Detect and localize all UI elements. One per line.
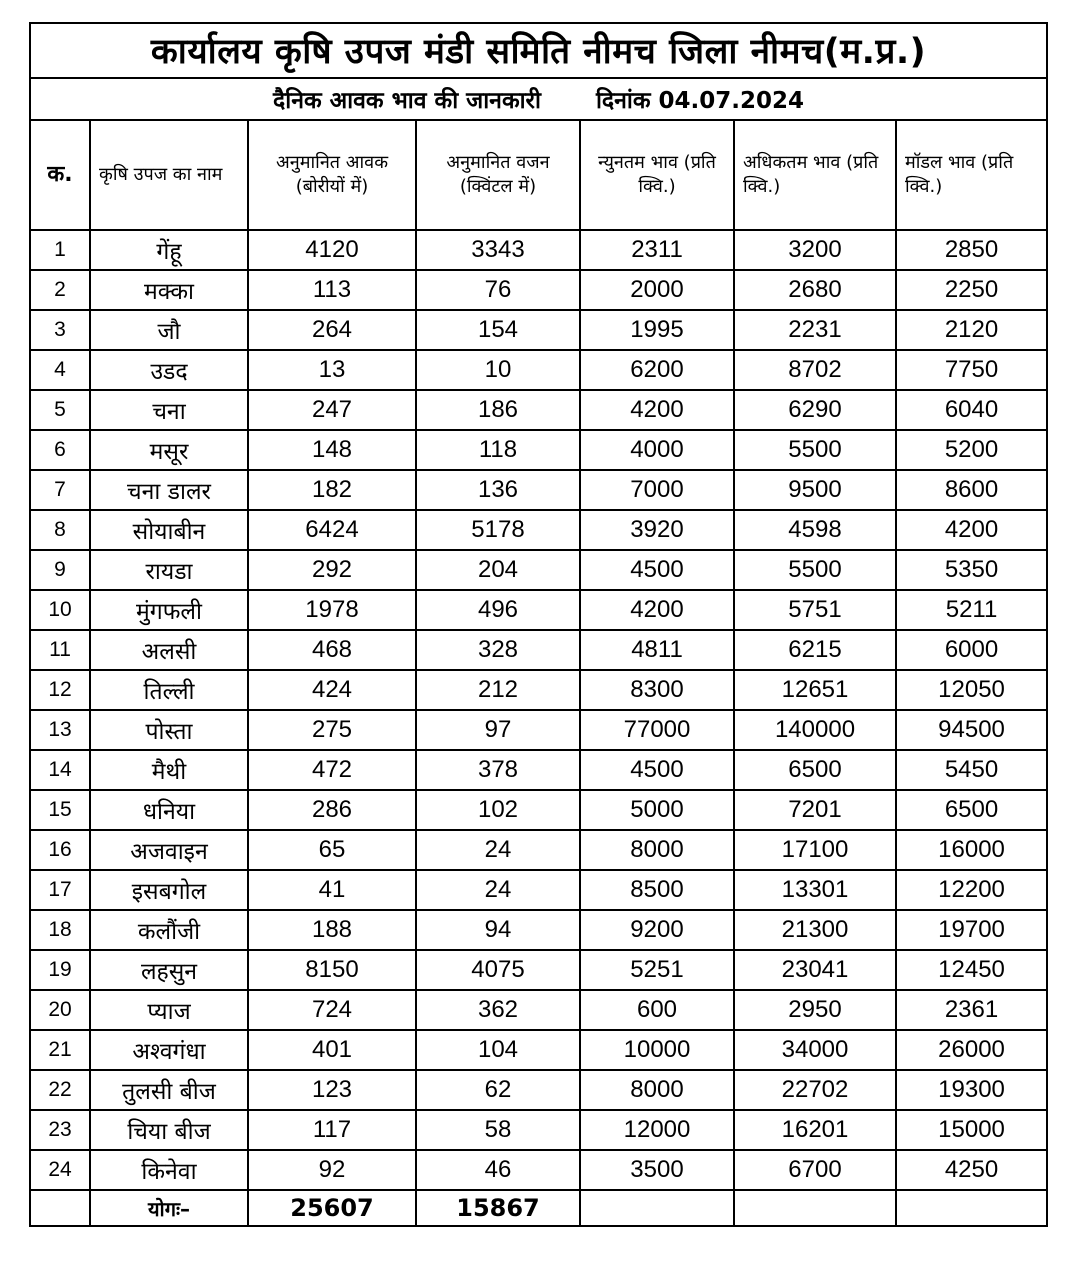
cell-min-price: 8300 xyxy=(580,670,734,710)
cell-crop-name: किनेवा xyxy=(90,1150,248,1190)
column-header-max-price: अधिकतम भाव (प्रति क्वि.) xyxy=(734,120,896,230)
cell-sr: 12 xyxy=(30,670,90,710)
totals-empty-cell xyxy=(30,1190,90,1226)
cell-sr: 14 xyxy=(30,750,90,790)
cell-min-price: 5251 xyxy=(580,950,734,990)
cell-weight: 94 xyxy=(416,910,580,950)
cell-arrival: 8150 xyxy=(248,950,416,990)
cell-modal-price: 4200 xyxy=(896,510,1047,550)
cell-crop-name: मुंगफली xyxy=(90,590,248,630)
market-price-table xyxy=(29,22,1048,1227)
cell-sr: 20 xyxy=(30,990,90,1030)
cell-arrival: 148 xyxy=(248,430,416,470)
cell-max-price: 2950 xyxy=(734,990,896,1030)
cell-max-price: 6215 xyxy=(734,630,896,670)
cell-crop-name: कलौंजी xyxy=(90,910,248,950)
cell-crop-name: धनिया xyxy=(90,790,248,830)
cell-modal-price: 16000 xyxy=(896,830,1047,870)
cell-arrival: 6424 xyxy=(248,510,416,550)
cell-weight: 102 xyxy=(416,790,580,830)
cell-crop-name: तिल्ली xyxy=(90,670,248,710)
cell-modal-price: 12200 xyxy=(896,870,1047,910)
cell-modal-price: 8600 xyxy=(896,470,1047,510)
cell-min-price: 8500 xyxy=(580,870,734,910)
cell-crop-name: अश्वगंधा xyxy=(90,1030,248,1070)
cell-sr: 3 xyxy=(30,310,90,350)
table-row xyxy=(30,710,1047,750)
cell-crop-name: उडद xyxy=(90,350,248,390)
cell-arrival: 468 xyxy=(248,630,416,670)
cell-crop-name: मक्का xyxy=(90,270,248,310)
cell-max-price: 2231 xyxy=(734,310,896,350)
cell-max-price: 6290 xyxy=(734,390,896,430)
cell-arrival: 188 xyxy=(248,910,416,950)
cell-arrival: 472 xyxy=(248,750,416,790)
cell-min-price: 4000 xyxy=(580,430,734,470)
cell-weight: 104 xyxy=(416,1030,580,1070)
cell-modal-price: 2120 xyxy=(896,310,1047,350)
page-title: कार्यालय कृषि उपज मंडी समिति नीमच जिला नीमच(म.प्र.) xyxy=(30,23,1047,78)
table-row xyxy=(30,470,1047,510)
cell-weight: 10 xyxy=(416,350,580,390)
cell-weight: 46 xyxy=(416,1150,580,1190)
totals-empty-cell xyxy=(896,1190,1047,1226)
cell-modal-price: 5450 xyxy=(896,750,1047,790)
cell-modal-price: 6000 xyxy=(896,630,1047,670)
table-row xyxy=(30,1150,1047,1190)
cell-modal-price: 4250 xyxy=(896,1150,1047,1190)
cell-modal-price: 2250 xyxy=(896,270,1047,310)
cell-sr: 4 xyxy=(30,350,90,390)
cell-arrival: 4120 xyxy=(248,230,416,270)
cell-weight: 3343 xyxy=(416,230,580,270)
cell-modal-price: 7750 xyxy=(896,350,1047,390)
report-date: दिनांक 04.07.2024 xyxy=(595,88,805,114)
cell-min-price: 7000 xyxy=(580,470,734,510)
cell-sr: 17 xyxy=(30,870,90,910)
cell-max-price: 17100 xyxy=(734,830,896,870)
column-header-min-price: न्युनतम भाव (प्रति क्वि.) xyxy=(580,120,734,230)
cell-arrival: 424 xyxy=(248,670,416,710)
cell-crop-name: मैथी xyxy=(90,750,248,790)
table-row xyxy=(30,390,1047,430)
cell-crop-name: लहसुन xyxy=(90,950,248,990)
cell-crop-name: चना xyxy=(90,390,248,430)
totals-label: योगः– xyxy=(90,1190,248,1226)
cell-arrival: 113 xyxy=(248,270,416,310)
cell-sr: 6 xyxy=(30,430,90,470)
cell-min-price: 8000 xyxy=(580,830,734,870)
cell-max-price: 4598 xyxy=(734,510,896,550)
cell-crop-name: अजवाइन xyxy=(90,830,248,870)
cell-max-price: 6700 xyxy=(734,1150,896,1190)
cell-weight: 24 xyxy=(416,870,580,910)
cell-max-price: 9500 xyxy=(734,470,896,510)
cell-weight: 204 xyxy=(416,550,580,590)
cell-min-price: 6200 xyxy=(580,350,734,390)
cell-sr: 13 xyxy=(30,710,90,750)
cell-max-price: 2680 xyxy=(734,270,896,310)
cell-sr: 9 xyxy=(30,550,90,590)
cell-arrival: 182 xyxy=(248,470,416,510)
cell-min-price: 8000 xyxy=(580,1070,734,1110)
cell-modal-price: 94500 xyxy=(896,710,1047,750)
table-row xyxy=(30,1070,1047,1110)
table-row xyxy=(30,510,1047,550)
cell-arrival: 401 xyxy=(248,1030,416,1070)
column-header-modal-price: मॉडल भाव (प्रति क्वि.) xyxy=(896,120,1047,230)
column-header-arrival: अनुमानित आवक (बोरीयों में) xyxy=(248,120,416,230)
cell-min-price: 2000 xyxy=(580,270,734,310)
cell-min-price: 5000 xyxy=(580,790,734,830)
cell-max-price: 7201 xyxy=(734,790,896,830)
cell-min-price: 1995 xyxy=(580,310,734,350)
cell-weight: 496 xyxy=(416,590,580,630)
cell-max-price: 6500 xyxy=(734,750,896,790)
market-report-sheet xyxy=(29,22,1046,1227)
cell-min-price: 600 xyxy=(580,990,734,1030)
cell-arrival: 41 xyxy=(248,870,416,910)
cell-sr: 19 xyxy=(30,950,90,990)
cell-sr: 15 xyxy=(30,790,90,830)
cell-min-price: 9200 xyxy=(580,910,734,950)
cell-crop-name: रायडा xyxy=(90,550,248,590)
subtitle-text: दैनिक आवक भाव की जानकारी xyxy=(273,88,541,114)
cell-min-price: 4500 xyxy=(580,750,734,790)
table-row xyxy=(30,270,1047,310)
cell-arrival: 13 xyxy=(248,350,416,390)
table-row xyxy=(30,230,1047,270)
table-row xyxy=(30,350,1047,390)
column-header-name: कृषि उपज का नाम xyxy=(90,120,248,230)
cell-modal-price: 19700 xyxy=(896,910,1047,950)
table-row xyxy=(30,990,1047,1030)
cell-modal-price: 5350 xyxy=(896,550,1047,590)
cell-max-price: 5500 xyxy=(734,430,896,470)
cell-arrival: 123 xyxy=(248,1070,416,1110)
totals-row xyxy=(30,1190,1047,1226)
cell-modal-price: 6040 xyxy=(896,390,1047,430)
cell-arrival: 65 xyxy=(248,830,416,870)
cell-crop-name: चना डालर xyxy=(90,470,248,510)
cell-crop-name: तुलसी बीज xyxy=(90,1070,248,1110)
cell-arrival: 247 xyxy=(248,390,416,430)
table-row xyxy=(30,670,1047,710)
cell-arrival: 264 xyxy=(248,310,416,350)
cell-modal-price: 5211 xyxy=(896,590,1047,630)
cell-sr: 10 xyxy=(30,590,90,630)
cell-sr: 2 xyxy=(30,270,90,310)
cell-min-price: 12000 xyxy=(580,1110,734,1150)
cell-crop-name: चिया बीज xyxy=(90,1110,248,1150)
cell-weight: 136 xyxy=(416,470,580,510)
cell-arrival: 1978 xyxy=(248,590,416,630)
table-row xyxy=(30,590,1047,630)
cell-weight: 118 xyxy=(416,430,580,470)
cell-sr: 1 xyxy=(30,230,90,270)
cell-arrival: 286 xyxy=(248,790,416,830)
cell-sr: 23 xyxy=(30,1110,90,1150)
cell-modal-price: 26000 xyxy=(896,1030,1047,1070)
cell-min-price: 4500 xyxy=(580,550,734,590)
cell-modal-price: 12050 xyxy=(896,670,1047,710)
cell-weight: 362 xyxy=(416,990,580,1030)
cell-crop-name: पोस्ता xyxy=(90,710,248,750)
cell-sr: 5 xyxy=(30,390,90,430)
cell-min-price: 77000 xyxy=(580,710,734,750)
cell-max-price: 34000 xyxy=(734,1030,896,1070)
cell-max-price: 21300 xyxy=(734,910,896,950)
cell-crop-name: इसबगोल xyxy=(90,870,248,910)
cell-modal-price: 19300 xyxy=(896,1070,1047,1110)
cell-max-price: 5751 xyxy=(734,590,896,630)
table-row xyxy=(30,310,1047,350)
cell-sr: 18 xyxy=(30,910,90,950)
cell-sr: 16 xyxy=(30,830,90,870)
cell-weight: 58 xyxy=(416,1110,580,1150)
cell-min-price: 4200 xyxy=(580,590,734,630)
table-body xyxy=(30,230,1047,1190)
cell-max-price: 5500 xyxy=(734,550,896,590)
totals-empty-cell xyxy=(734,1190,896,1226)
cell-sr: 7 xyxy=(30,470,90,510)
cell-weight: 62 xyxy=(416,1070,580,1110)
cell-min-price: 3500 xyxy=(580,1150,734,1190)
cell-arrival: 275 xyxy=(248,710,416,750)
cell-crop-name: प्याज xyxy=(90,990,248,1030)
table-row xyxy=(30,830,1047,870)
cell-crop-name: अलसी xyxy=(90,630,248,670)
cell-max-price: 8702 xyxy=(734,350,896,390)
table-row xyxy=(30,1110,1047,1150)
cell-weight: 97 xyxy=(416,710,580,750)
column-header-sr: क. xyxy=(30,120,90,230)
cell-arrival: 724 xyxy=(248,990,416,1030)
cell-modal-price: 2850 xyxy=(896,230,1047,270)
report-subtitle xyxy=(30,78,1047,120)
cell-weight: 76 xyxy=(416,270,580,310)
cell-crop-name: मसूर xyxy=(90,430,248,470)
cell-max-price: 16201 xyxy=(734,1110,896,1150)
cell-max-price: 23041 xyxy=(734,950,896,990)
cell-max-price: 22702 xyxy=(734,1070,896,1110)
cell-weight: 328 xyxy=(416,630,580,670)
cell-weight: 378 xyxy=(416,750,580,790)
cell-weight: 212 xyxy=(416,670,580,710)
cell-arrival: 292 xyxy=(248,550,416,590)
cell-modal-price: 5200 xyxy=(896,430,1047,470)
cell-min-price: 4200 xyxy=(580,390,734,430)
cell-modal-price: 6500 xyxy=(896,790,1047,830)
table-row xyxy=(30,790,1047,830)
total-arrival: 25607 xyxy=(248,1190,416,1226)
table-row xyxy=(30,550,1047,590)
cell-crop-name: सोयाबीन xyxy=(90,510,248,550)
cell-weight: 154 xyxy=(416,310,580,350)
cell-weight: 4075 xyxy=(416,950,580,990)
cell-arrival: 117 xyxy=(248,1110,416,1150)
cell-crop-name: जौ xyxy=(90,310,248,350)
cell-arrival: 92 xyxy=(248,1150,416,1190)
total-weight: 15867 xyxy=(416,1190,580,1226)
cell-min-price: 10000 xyxy=(580,1030,734,1070)
table-row xyxy=(30,910,1047,950)
cell-sr: 21 xyxy=(30,1030,90,1070)
cell-weight: 5178 xyxy=(416,510,580,550)
table-row xyxy=(30,630,1047,670)
cell-weight: 186 xyxy=(416,390,580,430)
table-row xyxy=(30,1030,1047,1070)
table-row xyxy=(30,750,1047,790)
table-row xyxy=(30,950,1047,990)
cell-max-price: 12651 xyxy=(734,670,896,710)
cell-max-price: 140000 xyxy=(734,710,896,750)
cell-modal-price: 12450 xyxy=(896,950,1047,990)
cell-sr: 24 xyxy=(30,1150,90,1190)
cell-min-price: 2311 xyxy=(580,230,734,270)
cell-max-price: 13301 xyxy=(734,870,896,910)
table-row xyxy=(30,430,1047,470)
column-header-weight: अनुमानित वजन (क्विंटल में) xyxy=(416,120,580,230)
cell-modal-price: 15000 xyxy=(896,1110,1047,1150)
cell-sr: 11 xyxy=(30,630,90,670)
table-row xyxy=(30,870,1047,910)
cell-min-price: 3920 xyxy=(580,510,734,550)
cell-weight: 24 xyxy=(416,830,580,870)
cell-max-price: 3200 xyxy=(734,230,896,270)
cell-crop-name: गेंहू xyxy=(90,230,248,270)
cell-modal-price: 2361 xyxy=(896,990,1047,1030)
cell-min-price: 4811 xyxy=(580,630,734,670)
totals-empty-cell xyxy=(580,1190,734,1226)
cell-sr: 22 xyxy=(30,1070,90,1110)
cell-sr: 8 xyxy=(30,510,90,550)
